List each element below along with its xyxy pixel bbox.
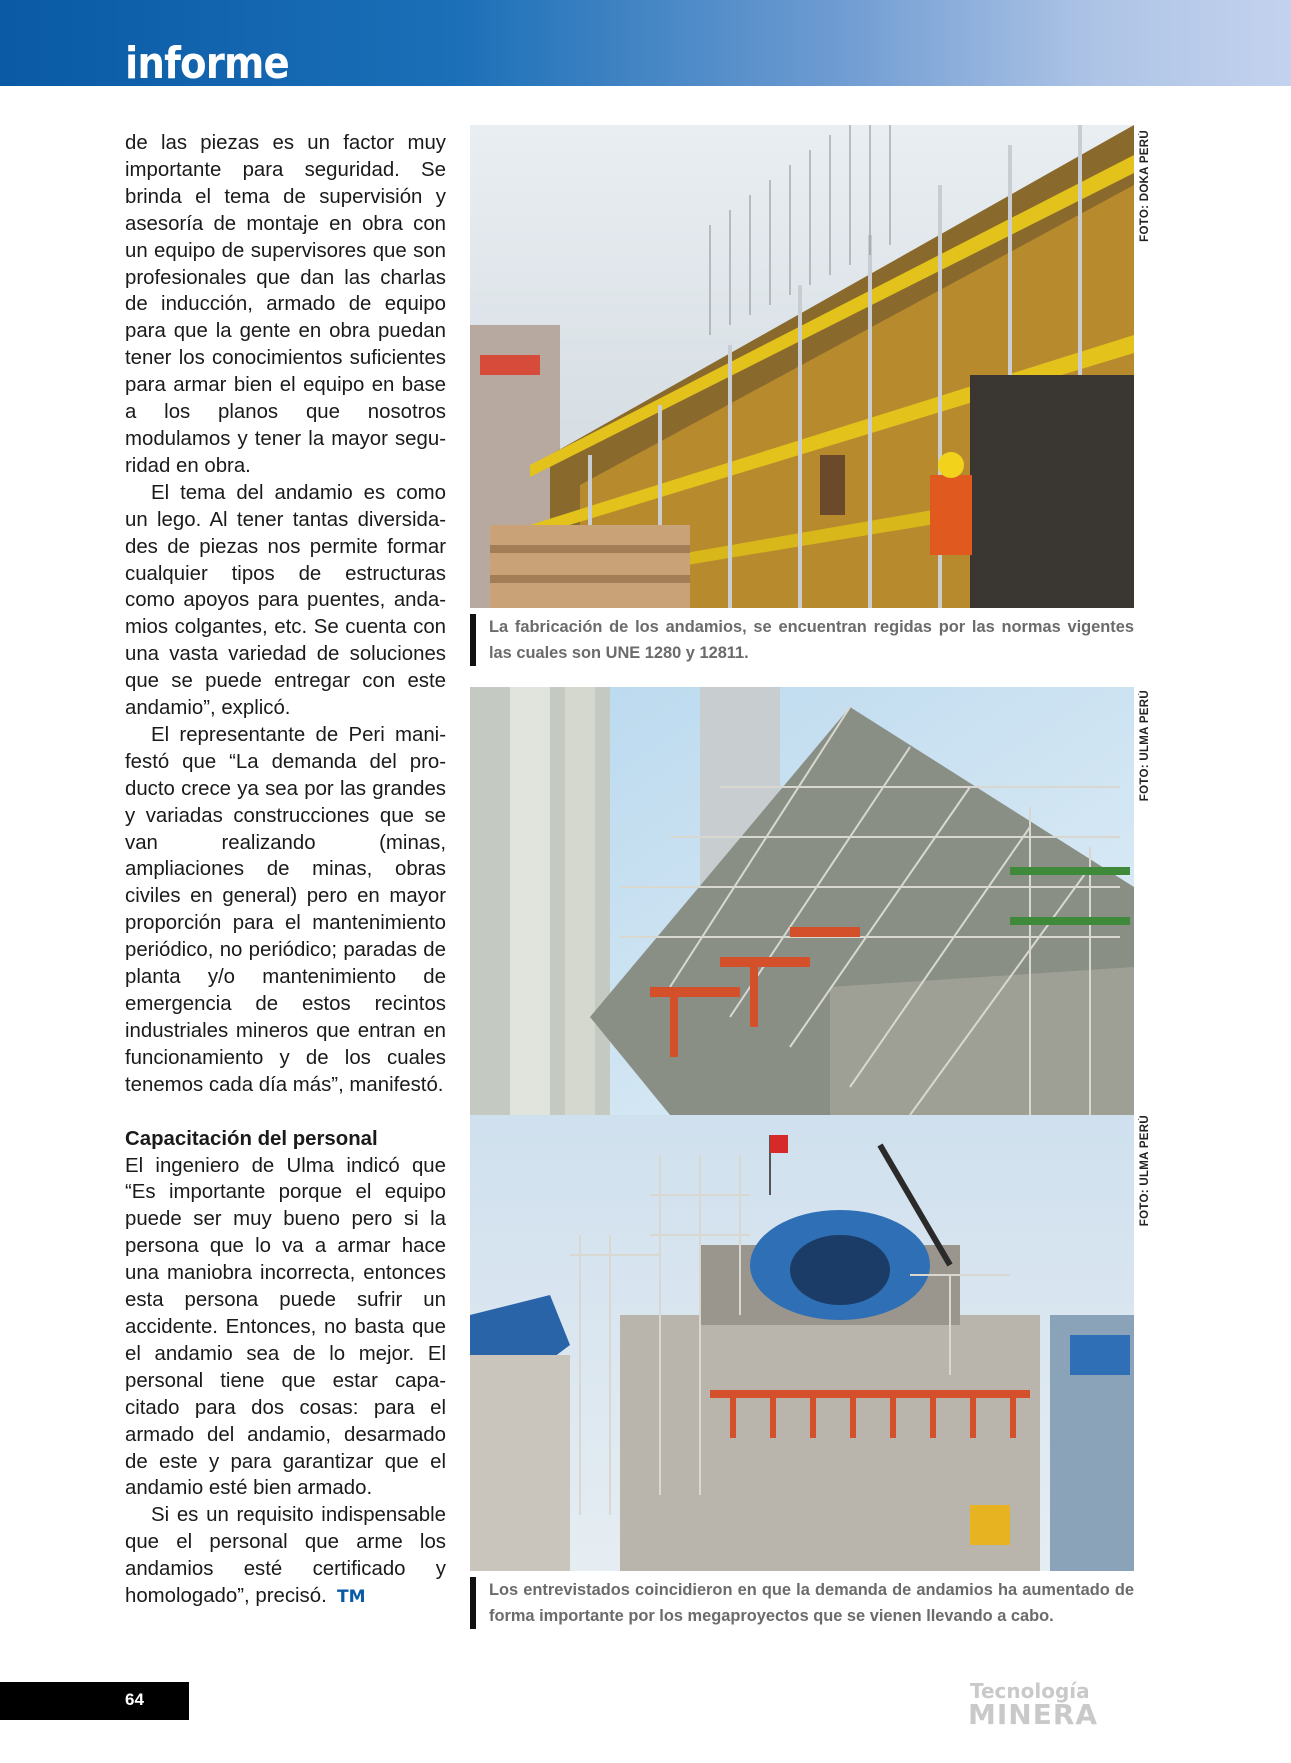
- photo-industrial-scaffolding: [470, 687, 1134, 1115]
- photo-credit-2: FOTO: ULMA PERÚ: [1139, 690, 1151, 802]
- photo-formwork-scaffolding: [470, 125, 1134, 608]
- section-subheading: Capacitación del personal: [125, 1127, 378, 1150]
- tecnologia-minera-logo: [968, 1678, 1133, 1728]
- svg-text:MINERA: MINERA: [968, 1698, 1099, 1728]
- tm-end-mark-icon: [337, 1587, 367, 1604]
- article-paragraph-4: El ingeniero de Ulma indicó que “Es importante porque el equipo puede ser muy bueno pero si la persona que lo va a armar hace una maniobra incorrecta, entonces esta persona puede sufrir un accidente. Entonces, no basta que el andamio sea de lo mejor. El personal tiene que estar capacitado para dos cosas: para el armado del andamio, desarmado de este y para garantizar que el andamio esté bien armado.: [125, 1154, 446, 1500]
- page-number-box: [0, 1682, 189, 1720]
- section-title: informe: [125, 38, 289, 89]
- article-paragraph-5-text: Si es un requisito indispensable que el personal que arme los andamios esté certificado y homologado”, precisó.: [125, 1504, 446, 1608]
- article-paragraph-1: de las piezas es un factor muy importante para seguridad. Se brinda el tema de supervisión y asesoría de montaje en obra con un equipo de supervisores que son profesionales que dan las charlas de inducción, armado de equipo para que la gente en obra puedan tener los conocimientos suficientes para armar bien el equipo en base a los planos que nosotros modulamos y tener la mayor seguridad en obra.: [125, 132, 446, 477]
- photo-plant-scaffolding: [470, 1115, 1134, 1571]
- photo-credit-1: FOTO: DOKA PERÚ: [1139, 130, 1151, 242]
- article-paragraph-2: El tema del andamio es como un lego. Al tener tantas diversidades de piezas nos permite formar cualquier tipos de estructuras como apoyos para puentes, andamios colgantes, etc. Se cuenta con una vasta variedad de soluciones que se puede entregar con este andamio”, explicó.: [125, 481, 446, 720]
- svg-text:Tecnología: Tecnología: [970, 1679, 1090, 1703]
- photo-credit-3: FOTO: ULMA PERÚ: [1139, 1115, 1151, 1227]
- svg-text:TM: TM: [336, 1587, 366, 1605]
- photo-caption-2: Los entrevistados coincidieron en que la demanda de andamios ha aumentado de forma importante por los megaproyectos que se vienen llevando a cabo.: [470, 1577, 1134, 1629]
- article-body: [125, 130, 446, 1610]
- page-number: 64: [125, 1690, 144, 1709]
- article-paragraph-5: [125, 1502, 446, 1610]
- photo-caption-1: La fabricación de los andamios, se encuentran regidas por las normas vigentes las cuales son UNE 1280 y 12811.: [470, 614, 1134, 666]
- article-paragraph-3: El representante de Peri manifestó que “La demanda del producto crece ya sea por las grandes y variadas construcciones que se van realizando (minas, ampliaciones de minas, obras civiles en general) pero en mayor proporción para el mantenimiento periódico, no periódico; paradas de planta y/o mantenimiento de emergencia de estos recintos industriales mineros que entran en funcionamiento y de los cuales tenemos cada día más”, manifestó.: [125, 723, 446, 1096]
